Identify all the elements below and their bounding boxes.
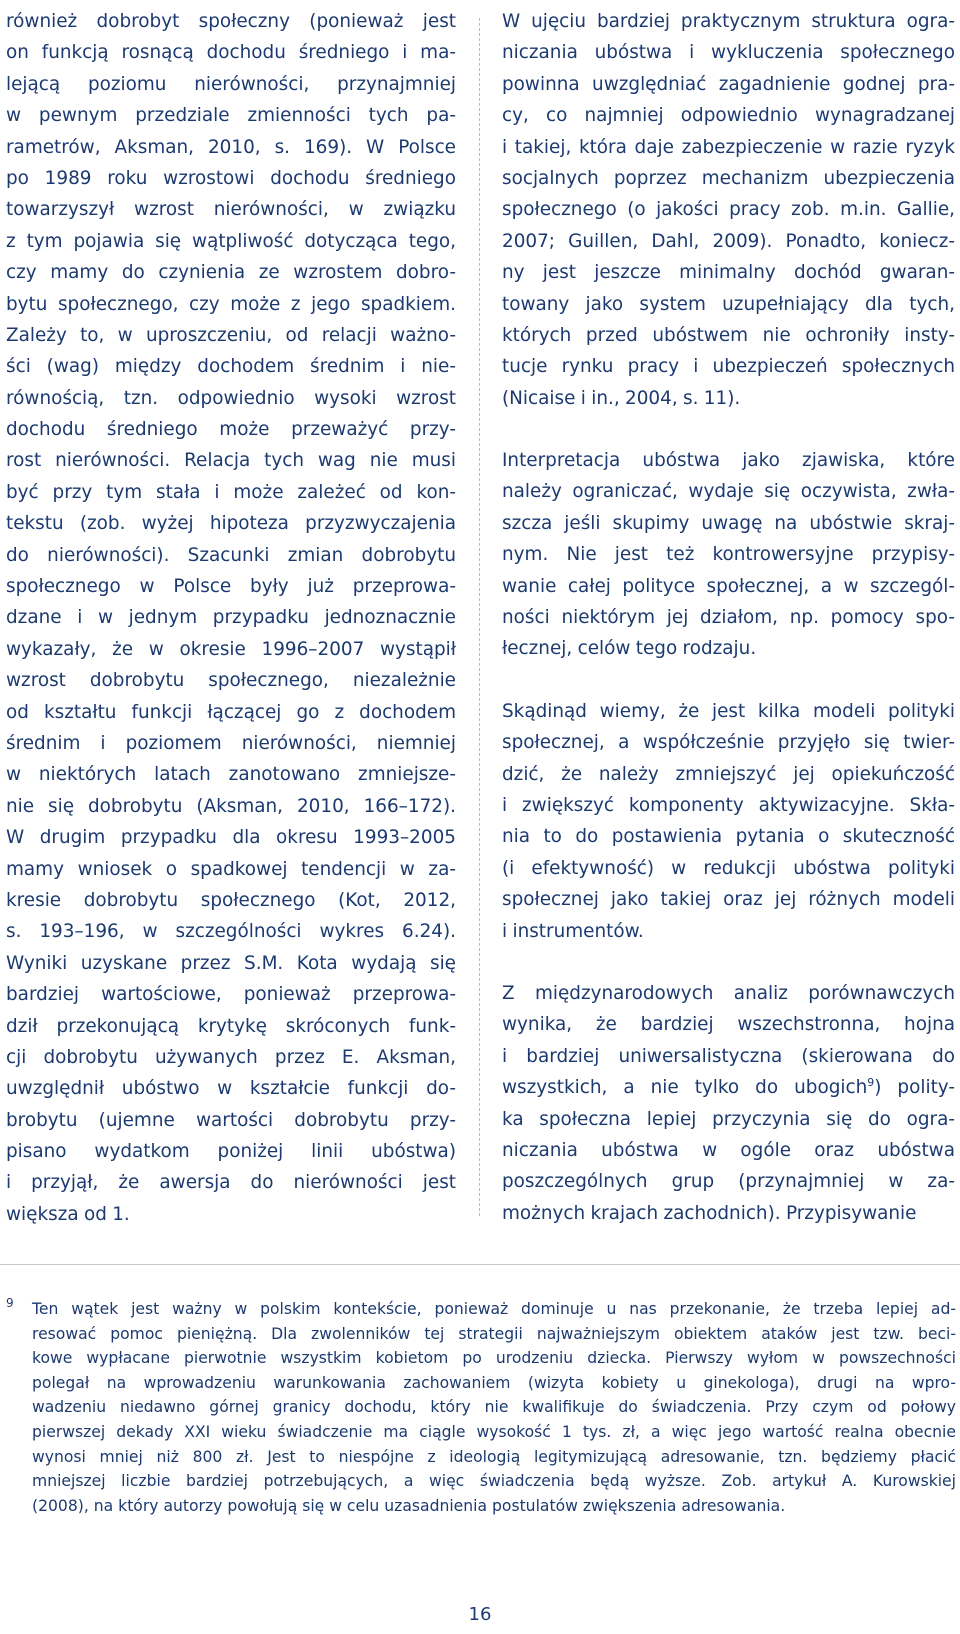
text-line: również dobrobyt społeczny (ponieważ jest <box>6 11 456 32</box>
text-line: ności niektórym jej działom, np. pomocy spo- <box>502 607 955 629</box>
text-line: dzane i w jednym przypadku jednoznacznie <box>6 607 456 629</box>
footnote-text <box>32 1297 956 1518</box>
text-line: być przy tym stała i może zależeć od kon- <box>6 481 456 503</box>
text-line: on funkcją rosnącą dochodu średniego i ma- <box>6 42 456 64</box>
text-line: W ujęciu bardziej praktycznym struktura ogra- <box>502 11 955 32</box>
text-line: nie się dobrobytu (Aksman, 2010, 166–172). <box>6 795 456 817</box>
text-line: społecznego (o jakości pracy zob. m.in. Gallie, <box>502 199 955 221</box>
text-line: wynosi mniej niż 800 zł. Jest to niespójne z ideologią legitymizującą adresowanie, tzn. będziemy płacić <box>32 1447 956 1466</box>
text-line: Interpretacja ubóstwa jako zjawiska, które <box>502 450 955 472</box>
text-line: brobytu (ujemne wartości dobrobytu przy- <box>6 1109 456 1131</box>
text-line: nia to do postawienia pytania o skuteczność <box>502 826 955 848</box>
text-line: i instrumentów. <box>502 920 644 942</box>
text-line: Ten wątek jest ważny w polskim kontekście, ponieważ dominuje u nas przekonanie, że trzeba lepiej ad- <box>32 1300 956 1318</box>
text-line: wzrost dobrobytu społecznego, niezależnie <box>6 670 456 692</box>
text-line: w niektórych latach zanotowano zmniejsze- <box>6 764 456 786</box>
text-line: średnim i poziomem nierówności, niemniej <box>6 732 456 754</box>
text-line: pisano wydatkom poniżej linii ubóstwa) <box>6 1141 456 1163</box>
text-line: należy ograniczać, wydaje się oczywista, zwła- <box>502 481 955 503</box>
text-line: (i efektywność) w redukcji ubóstwa polityki <box>502 857 955 879</box>
text-line: i takiej, która daje zabezpieczenie w razie ryzyk <box>502 136 955 158</box>
text-line: i przyjął, że awersja do nierówności jest <box>6 1172 456 1194</box>
footnote-mark: 9 <box>6 1296 14 1310</box>
text-line: lejącą poziomu nierówności, przynajmniej <box>6 73 456 95</box>
left-text-column <box>6 6 456 1230</box>
text-line: Wyniki uzyskane przez S.M. Kota wydają się <box>6 952 456 974</box>
text-line: po 1989 roku wzrostowi dochodu średniego <box>6 167 456 189</box>
text-line: cy, co najmniej odpowiednio wynagradzanej <box>502 105 955 127</box>
text-line: czy mamy do czynienia ze wzrostem dobro- <box>6 262 456 284</box>
text-line: społecznego w Polsce były już przeprowa- <box>6 576 456 598</box>
text-line: tekstu (zob. wyżej hipoteza przyzwyczajenia <box>6 513 456 535</box>
text-line: niczania ubóstwa i wykluczenia społecznego <box>502 42 955 64</box>
text-line: i zwiększyć komponenty aktywizacyjne. Skła- <box>502 794 955 816</box>
text-line: niczania ubóstwa w ogóle oraz ubóstwa <box>502 1139 955 1161</box>
paragraph <box>502 696 955 947</box>
text-line: powinna uwzględniać zagadnienie godnej pra- <box>502 73 955 95</box>
text-line: wykazały, że w okresie 1996–2007 wystąpił <box>6 638 456 660</box>
text-line: tucje rynku pracy i ubezpieczeń społecznych <box>502 356 955 378</box>
text-line: i bardziej uniwersalistyczna (skierowana do <box>502 1045 955 1067</box>
footnote <box>6 1297 956 1518</box>
text-line: kresie dobrobytu społecznego (Kot, 2012, <box>6 889 456 911</box>
text-line: wadzeniu niedawno górnej granicy dochodu, który nie kwalifikuje do świadczenia. Przy czym od połowy <box>32 1398 956 1417</box>
text-segment: ) polity- <box>874 1077 955 1099</box>
text-line: poszczególnych grup (przynajmniej w za- <box>502 1171 955 1193</box>
text-line: kowe wypłacane pierwotnie wszystkim kobietom po urodzeniu dziecka. Pierwszy wyłom w powszechności <box>32 1349 956 1368</box>
text-line: społecznej, a współcześnie przyjęło się twier- <box>502 732 955 754</box>
paragraph <box>502 978 955 1229</box>
text-line: s. 193–196, w szczególności wykres 6.24). <box>6 921 456 943</box>
text-line: socjalnych poprzez mechanizm ubezpieczenia <box>502 167 955 189</box>
text-line: ści (wag) między dochodem średnim i nie- <box>6 356 456 378</box>
page-number: 16 <box>468 1604 492 1625</box>
text-line: większa od 1. <box>6 1203 130 1225</box>
text-line: towany jako system uzupełniający dla tych, <box>502 293 955 315</box>
text-line: bardziej wartościowe, ponieważ przeprowa- <box>6 984 456 1006</box>
text-line: mniejszej liczbie bardziej potrzebujących, a więc świadczenia będą wyższe. Zob. artykuł A. Kurowskiej <box>32 1472 956 1491</box>
text-line: Z międzynarodowych analiz porównawczych <box>502 982 955 1004</box>
paragraph-gap <box>502 947 955 978</box>
text-line: wanie całej polityce społecznej, a w szczegól- <box>502 575 955 597</box>
text-line-with-footnote-ref <box>502 1072 955 1103</box>
text-line: ka społeczna lepiej przyczynia się do ogra- <box>502 1108 955 1130</box>
text-line: cji dobrobytu używanych przez E. Aksman, <box>6 1046 456 1068</box>
text-line: z tym pojawia się wątpliwość dotycząca tego, <box>6 230 456 252</box>
text-line: w pewnym przedziale zmienności tych pa- <box>6 105 456 127</box>
text-line: polegał na wprowadzeniu warunkowania zachowaniem (wizyta kobiety u ginekologa), drugi na wpro- <box>32 1373 956 1392</box>
text-line: dochodu średniego może przeważyć przy- <box>6 419 456 441</box>
text-line: 2007; Guillen, Dahl, 2009). Ponadto, koniecz- <box>502 230 955 252</box>
column-divider <box>479 18 480 1216</box>
text-line: których przed ubóstwem nie ochroniły insty- <box>502 324 955 346</box>
right-text-column <box>502 6 955 1229</box>
text-line: (2008), na który autorzy powołują się w celu uzasadnienia postulatów zwiększenia adresowania. <box>32 1496 786 1515</box>
text-line: Zależy to, w uproszczeniu, od relacji ważno- <box>6 324 456 346</box>
text-line: W drugim przypadku dla okresu 1993–2005 <box>6 827 456 849</box>
text-line: resować pomoc pieniężną. Dla zwolenników tej strategii najważniejszym obiektem ataków jest tzw. beci- <box>32 1324 956 1343</box>
text-line: uwzględnił ubóstwo w kształcie funkcji do- <box>6 1078 456 1100</box>
text-line: rametrów, Aksman, 2010, s. 169). W Polsce <box>6 136 456 158</box>
text-line: mamy wniosek o spadkowej tendencji w za- <box>6 858 456 880</box>
text-line: (Nicaise i in., 2004, s. 11). <box>502 387 741 409</box>
paragraph-gap <box>502 414 955 445</box>
text-line: nym. Nie jest też kontrowersyjne przypisy- <box>502 544 955 566</box>
text-line: od kształtu funkcji łączącej go z dochodem <box>6 701 456 723</box>
footnote-reference[interactable]: 9 <box>867 1075 875 1089</box>
text-line: ny jest jeszcze minimalny dochód gwaran- <box>502 262 955 284</box>
paragraph <box>502 6 955 414</box>
text-line: pierwszej dekady XXI wieku świadczenie ma ciągle wysokość 1 tys. zł, a więc jego wartość realna obecnie <box>32 1422 956 1441</box>
text-line: towarzyszył wzrost nierówności, w związku <box>6 199 456 221</box>
text-line: szcza jeśli skupimy uwagę na ubóstwie skraj- <box>502 512 955 534</box>
text-line: dził przekonującą krytykę skróconych funk- <box>6 1015 456 1037</box>
text-line: rost nierówności. Relacja tych wag nie musi <box>6 450 456 472</box>
text-line: społecznej jako takiej oraz jej różnych modeli <box>502 889 955 911</box>
paragraph-gap <box>502 665 955 696</box>
text-line: dzić, że należy zmniejszyć jej opiekuńczość <box>502 763 955 785</box>
text-line: do nierówności). Szacunki zmian dobrobytu <box>6 544 456 566</box>
text-line: Skądinąd wiemy, że jest kilka modeli polityki <box>502 700 955 722</box>
text-line: możnych krajach zachodnich). Przypisywanie <box>502 1202 917 1224</box>
footnote-separator <box>0 1264 960 1265</box>
paragraph <box>502 445 955 665</box>
text-line: równością, tzn. odpowiednio wysoki wzrost <box>6 387 456 409</box>
text-segment: wszystkich, a nie tylko do ubogich <box>502 1077 868 1099</box>
text-line: bytu społecznego, czy może z jego spadkiem. <box>6 293 456 315</box>
text-line: łecznej, celów tego rodzaju. <box>502 638 757 660</box>
text-line: wynika, że bardziej wszechstronna, hojna <box>502 1014 955 1036</box>
